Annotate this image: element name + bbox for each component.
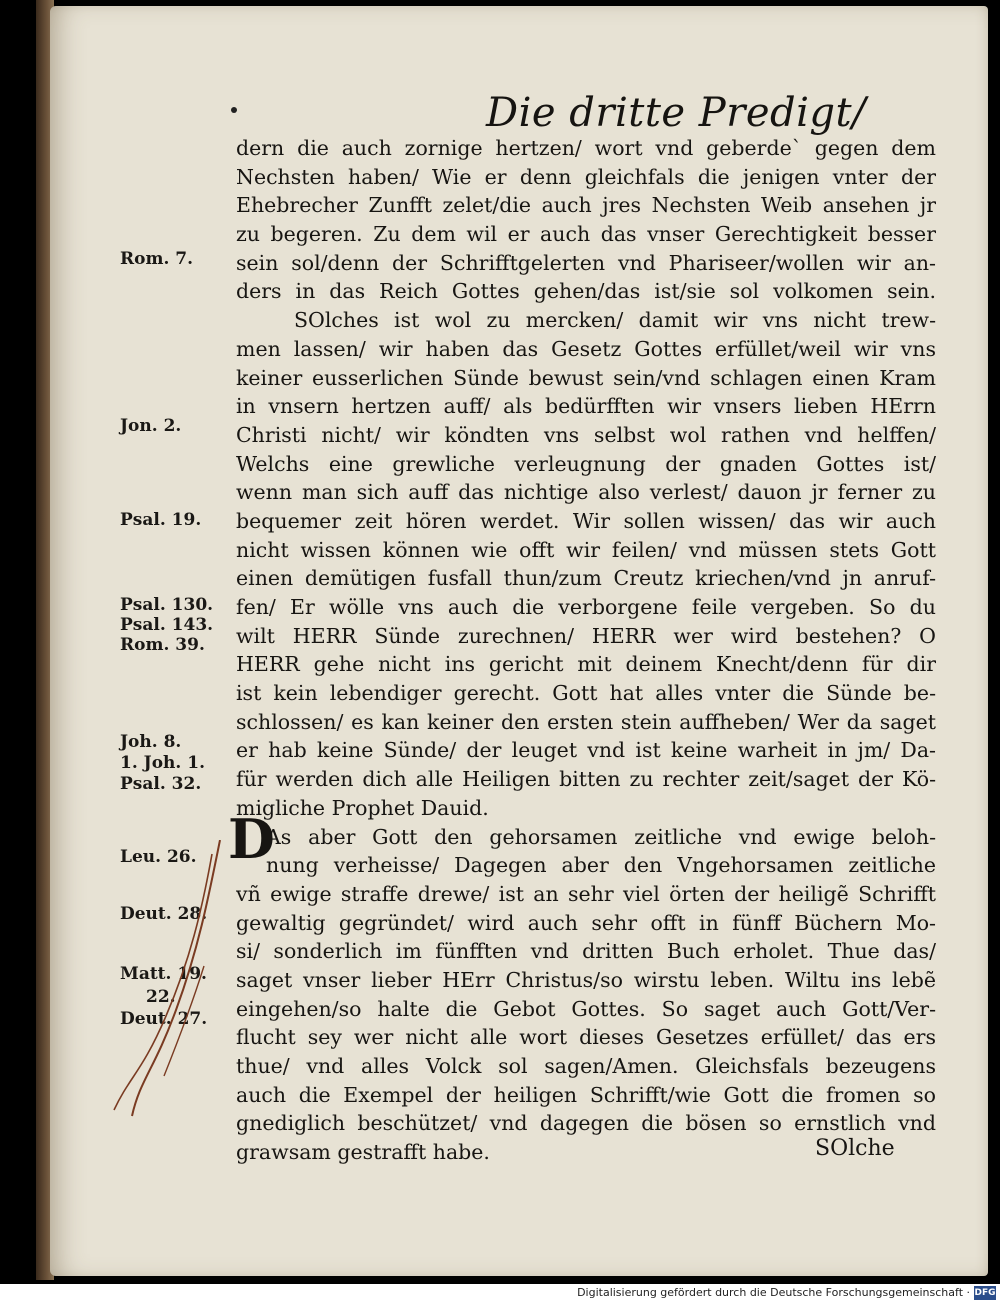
text-line-14: bequemer zeit hören werdet. Wir sollen wissen/ das wir auch [236,508,936,533]
text-line-35: gnediglich beschützet/ vnd dagegen die bösen so ernstlich vnd [236,1111,936,1136]
body-text [236,134,936,1167]
margin-note-1-joh-1: 1. Joh. 1. [120,753,205,773]
dfg-logo: DFG [974,1288,996,1298]
text-line-1: dern die auch zornige hertzen/ wort vnd geberde` gegen dem [236,136,936,160]
margin-note-matt-19: Matt. 19. [120,964,207,984]
margin-note-rom-7: Rom. 7. [120,249,194,269]
margin-note-rom-39: Rom. 39. [120,635,205,655]
margin-note-deut-27: Deut. 27. [120,1009,208,1029]
text-line-7: SOlches ist wol zu mercken/ damit wir vns nicht trew- [294,308,936,333]
margin-note-jon-2: Jon. 2. [120,416,182,436]
margin-note-psal-143: Psal. 143. [120,615,214,635]
text-line-12: Welchs eine grewliche verleugnung der gnaden Gottes ist/ [236,451,936,476]
text-line-21: schlossen/ es kan keiner den ersten stein auffheben/ Wer da saget [236,709,936,734]
text-line-22: er hab keine Sünde/ der leuget vnd ist keine warheit in jm/ Da- [236,738,936,763]
ink-dot-mark [231,107,237,113]
margin-note-22: 22. [146,987,176,1007]
text-line-13: wenn man sich auff das nichtige also verlest/ dauon jr ferner zu [236,480,936,505]
text-line-32: flucht sey wer nicht alle wort dieses Gesetzes erfüllet/ das ers [236,1025,936,1050]
text-line-24: migliche Prophet Dauid. [236,795,489,820]
text-line-4: zu begeren. Zu dem wil er auch das vnser Gerechtigkeit besser [236,222,936,247]
margin-note-psal-19: Psal. 19. [120,510,202,530]
text-line-15: nicht wissen können wie offt wir feilen/ vnd müssen stets Gott [236,537,936,562]
text-line-8: men lassen/ wir haben das Gesetz Gottes erfüllet/weil wir vns [236,336,936,361]
drop-cap: D [228,807,275,871]
text-line-3: Ehebrecher Zunfft zelet/die auch jres Nechsten Weib ansehen jr [236,193,936,218]
text-line-11: Christi nicht/ wir köndten vns selbst wol rathen vnd helffen/ [236,422,936,447]
text-line-33: thue/ vnd alles Volck sol sagen/Amen. Gleichsfals bezeugens [236,1054,936,1078]
text-line-25: As aber Gott den gehorsamen zeitliche vnd ewige beloh- [266,824,936,849]
digitization-credit: Digitalisierung gefördert durch die Deutsche Forschungsgemeinschaft · [577,1286,970,1299]
text-line-5: sein sol/denn der Schrifftgelerten vnd Phariseer/wollen wir an- [236,250,936,275]
text-line-34: auch die Exempel der heiligen Schrifft/wie Gott die fromen so [236,1082,936,1107]
text-line-30: saget vnser lieber HErr Christus/so wirstu leben. Wiltu ins lebẽ [236,967,936,992]
text-line-17: fen/ Er wölle vns auch die verborgene feile vergeben. So du [236,595,936,619]
text-line-23: für werden dich alle Heiligen bitten zu rechter zeit/saget der Kö- [236,767,936,792]
text-line-36: grawsam gestrafft habe. [236,1140,490,1165]
margin-note-deut-28: Deut. 28. [120,904,208,924]
text-line-19: HERR gehe nicht ins gericht mit deinem Knecht/denn für dir [236,652,936,677]
margin-note-leu-26: Leu. 26. [120,847,197,867]
catchword: SOlche [815,1136,895,1161]
text-line-20: ist kein lebendiger gerecht. Gott hat alles vnter die Sünde be- [236,681,936,706]
text-line-2: Nechsten haben/ Wie er denn gleichfals die jenigen vnter der [236,164,936,189]
margin-note-joh-8: Joh. 8. [120,732,182,752]
margin-note-psal-32: Psal. 32. [120,774,202,794]
text-line-10: in vnsern hertzen auff/ als bedürfften wir vnsers lieben HErrn [236,394,936,419]
text-line-27: vñ ewige straffe drewe/ ist an sehr viel örten der heiligẽ Schrifft [236,881,936,906]
running-head: Die dritte Predigt/ [486,90,867,136]
text-line-18: wilt HERR Sünde zurechnen/ HERR wer wird bestehen? O [236,623,936,648]
text-line-28: gewaltig gegründet/ wird auch sehr offt in fünff Büchern Mo- [236,910,936,935]
handwritten-ink-strokes [80,840,230,1120]
text-line-31: eingehen/so halte die Gebot Gottes. So saget auch Gott/Ver- [236,996,936,1021]
margin-note-psal-130: Psal. 130. [120,595,214,615]
text-line-9: keiner eusserlichen Sünde bewust sein/vnd schlagen einen Kram [236,365,936,390]
text-line-6: ders in das Reich Gottes gehen/das ist/sie sol volkomen sein. [236,279,936,304]
text-line-26: nung verheisse/ Dagegen aber den Vngehorsamen zeitliche [266,853,936,878]
text-line-29: si/ sonderlich im fünfften vnd dritten Buch erholet. Thue das/ [236,939,936,964]
text-line-16: einen demütigen fusfall thun/zum Creutz kriechen/vnd jn anruf- [236,566,936,591]
